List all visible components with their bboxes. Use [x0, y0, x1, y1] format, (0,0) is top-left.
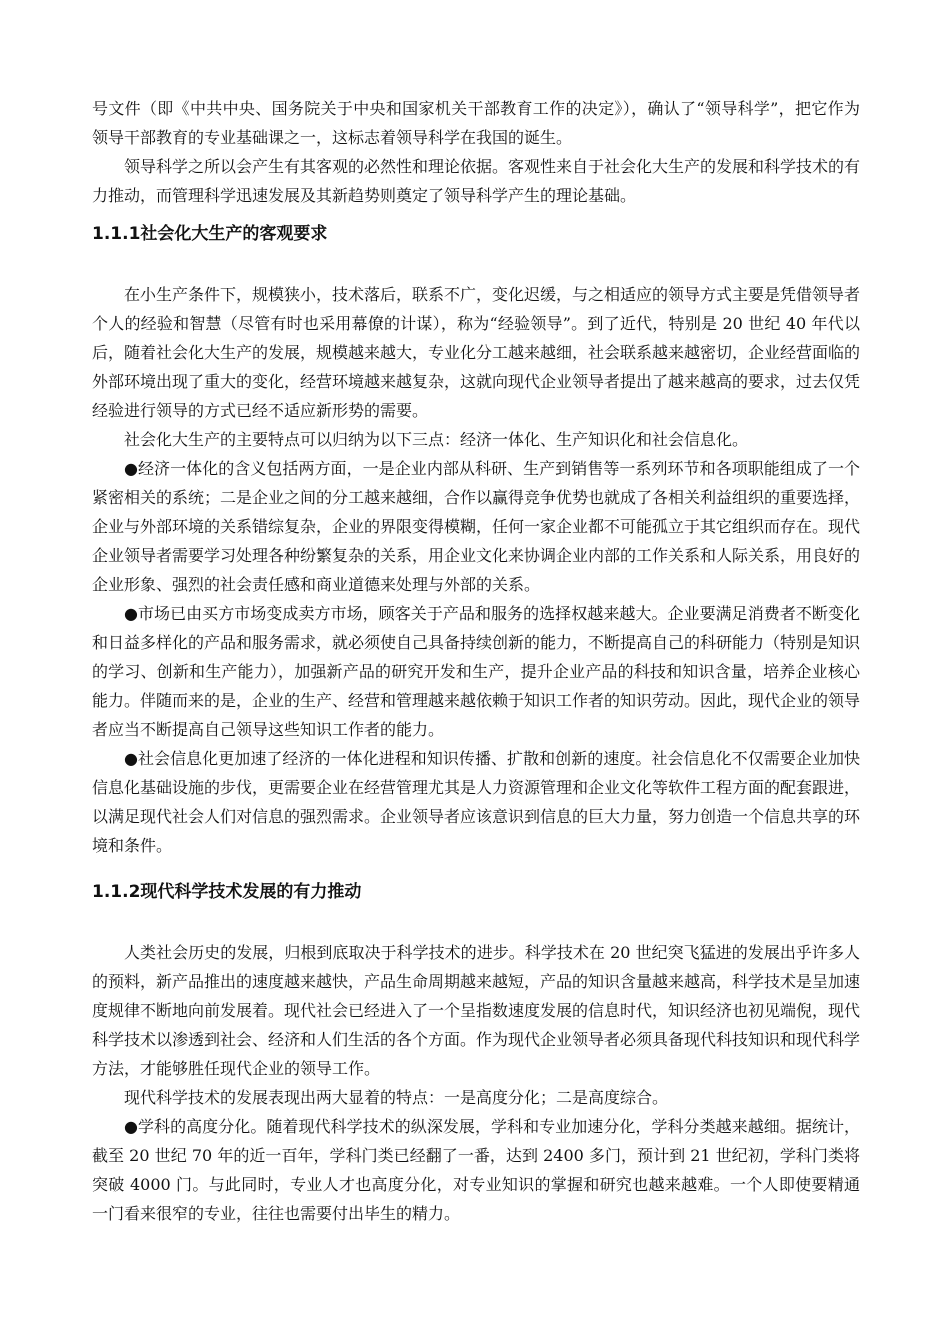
bullet-paragraph: ●市场已由买方市场变成卖方市场，顾客关于产品和服务的选择权越来越大。企业要满足消费者不断变化和日益多样化的产品和服务需求，就必须使自己具备持续创新的能力，不断提高自己的科研能力（特别是知识的学习、创新和生产能力），加强新产品的研究开发和生产，提升企业产品的科技和知识含量，培养企业核心能力。伴随而来的是，企业的生产、经营和管理越来越依赖于知识工作者的知识劳动。因此，现代企业的领导者应当不断提高自己领导这些知识工作者的能力。: [92, 604, 861, 739]
section-heading-1-1-2: 1.1.2现代科学技术发展的有力推动: [92, 882, 362, 902]
body-paragraph: 人类社会历史的发展，归根到底取决于科学技术的进步。科学技术在 20 世纪突飞猛进的发展出乎许多人的预料，新产品推出的速度越来越快，产品生命周期越来越短，产品的知识含量越来越高，科学技术是呈加速度规律不断地向前发展着。现代社会已经进入了一个呈指数速度发展的信息时代，知识经济也初见端倪，现代科学技术以渗透到社会、经济和人们生活的各个方面。作为现代企业领导者必须具备现代科技知识和现代科学方法，才能够胜任现代企业的领导工作。: [92, 943, 861, 1078]
intro-paragraph: 号文件（即《中共中央、国务院关于中央和国家机关干部教育工作的决定》），确认了“领导科学”，把它作为领导干部教育的专业基础课之一，这标志着领导科学在我国的诞生。: [92, 99, 860, 147]
bullet-paragraph: ●学科的高度分化。随着现代科学技术的纵深发展，学科和专业加速分化，学科分类越来越细。据统计，截至 20 世纪 70 年的近一百年，学科门类已经翻了一番，达到 2400 多门，预计到 21 世纪初，学科门类将突破 4000 门。与此同时，专业人才也高度分化，对专业知识的掌握和研究也越来越难。一个人即使要精通一门看来很窄的专业，往往也需要付出毕生的精力。: [92, 1117, 860, 1223]
bullet-paragraph: ●经济一体化的含义包括两方面，一是企业内部从科研、生产到销售等一系列环节和各项职能组成了一个紧密相关的系统；二是企业之间的分工越来越细，合作以赢得竞争优势也就成了各相关利益组织的重要选择，企业与外部环境的关系错综复杂，企业的界限变得模糊，任何一家企业都不可能孤立于其它组织而存在。现代企业领导者需要学习处理各种纷繁复杂的关系，用企业文化来协调企业内部的工作关系和人际关系，用良好的企业形象、强烈的社会责任感和商业道德来处理与外部的关系。: [92, 459, 861, 594]
body-paragraph: 社会化大生产的主要特点可以归纳为以下三点：经济一体化、生产知识化和社会信息化。: [124, 430, 749, 449]
document-page: [92, 94, 860, 1228]
section-heading-1-1-1: 1.1.1社会化大生产的客观要求: [92, 224, 328, 244]
bullet-paragraph: ●社会信息化更加速了经济的一体化进程和知识传播、扩散和创新的速度。社会信息化不仅需要企业加快信息化基础设施的步伐，更需要企业在经营管理尤其是人力资源管理和企业文化等软件工程方面的配套跟进，以满足现代社会人们对信息的强烈需求。企业领导者应该意识到信息的巨大力量，努力创造一个信息共享的环境和条件。: [92, 749, 861, 855]
intro-paragraph: 领导科学之所以会产生有其客观的必然性和理论依据。客观性来自于社会化大生产的发展和科学技术的有力推动，而管理科学迅速发展及其新趋势则奠定了领导科学产生的理论基础。: [92, 157, 861, 205]
body-paragraph: 现代科学技术的发展表现出两大显着的特点：一是高度分化；二是高度综合。: [124, 1088, 669, 1107]
body-paragraph: 在小生产条件下，规模狭小，技术落后，联系不广，变化迟缓，与之相适应的领导方式主要是凭借领导者个人的经验和智慧（尽管有时也采用幕僚的计谋），称为“经验领导”。到了近代，特别是 20 世纪 40 年代以后，随着社会化大生产的发展，规模越来越大，专业化分工越来越细，社会联系越来越密切，企业经营面临的外部环境出现了重大的变化，经营环境越来越复杂，这就向现代企业领导者提出了越来越高的要求，过去仅凭经验进行领导的方式已经不适应新形势的需要。: [92, 285, 861, 420]
